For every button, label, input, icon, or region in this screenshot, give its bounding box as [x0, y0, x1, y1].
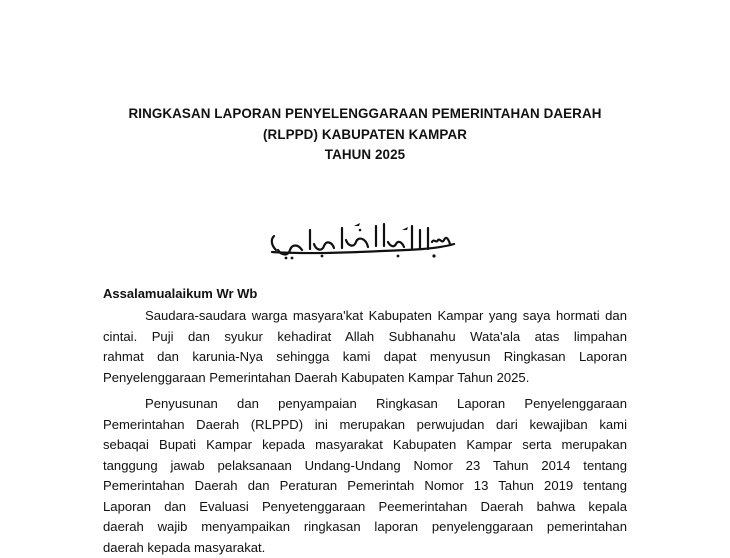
paragraph-2-line: Penyusunan dan penyampaian Ringkasan Laporan Penyelenggaraan — [103, 394, 627, 415]
paragraph-2-line: sebaqai Bupati Kampar kepada masyarakat Kabupaten Kampar serta merupakan — [103, 435, 627, 456]
paragraph-2-line: Laporan dan Evaluasi Penyetenggaraan Peemerintahan Daerah bahwa kepala — [103, 497, 627, 518]
paragraph-1-line: rahmat dan karunia-Nya sehingga kami dapat menyusun Ringkasan Laporan — [103, 347, 627, 368]
paragraph-2-line: Pemerintahan Daerah (RLPPD) ini merupakan perwujudan dari kewajiban kami — [103, 415, 627, 436]
paragraph-2-line: Pemerintahan Daerah dan Peraturan Pemerintah Nomor 13 Tahun 2019 tentang — [103, 476, 627, 497]
paragraph-2-line: tanggung jawab pelaksanaan Undang-Undang Nomor 23 Tahun 2014 tentang — [103, 456, 627, 477]
title-line-3: TAHUN 2025 — [0, 145, 730, 166]
document-title — [0, 104, 730, 166]
paragraph-1-line: cintai. Puji dan syukur kehadirat Allah Subhanahu Wata'ala atas limpahan — [103, 327, 627, 348]
paragraph-2 — [103, 394, 627, 558]
paragraph-1 — [103, 306, 627, 388]
paragraph-1-line: Penyelenggaraan Pemerintahan Daerah Kabupaten Kampar Tahun 2025. — [103, 368, 627, 389]
paragraph-2-line: daerah kepada masyarakat. — [103, 538, 627, 558]
paragraph-1-line: Saudara-saudara warga masyara'kat Kabupaten Kampar yang saya hormati dan — [103, 306, 627, 327]
paragraph-2-line: daerah wajib menyampaikan ringkasan laporan penyelenggaraan pemerintahan — [103, 517, 627, 538]
title-line-1: RINGKASAN LAPORAN PENYELENGGARAAN PEMERINTAHAN DAERAH — [0, 104, 730, 125]
title-line-2: (RLPPD) KABUPATEN KAMPAR — [0, 125, 730, 146]
basmala-calligraphy — [262, 216, 462, 264]
greeting: Assalamualaikum Wr Wb — [103, 285, 257, 303]
